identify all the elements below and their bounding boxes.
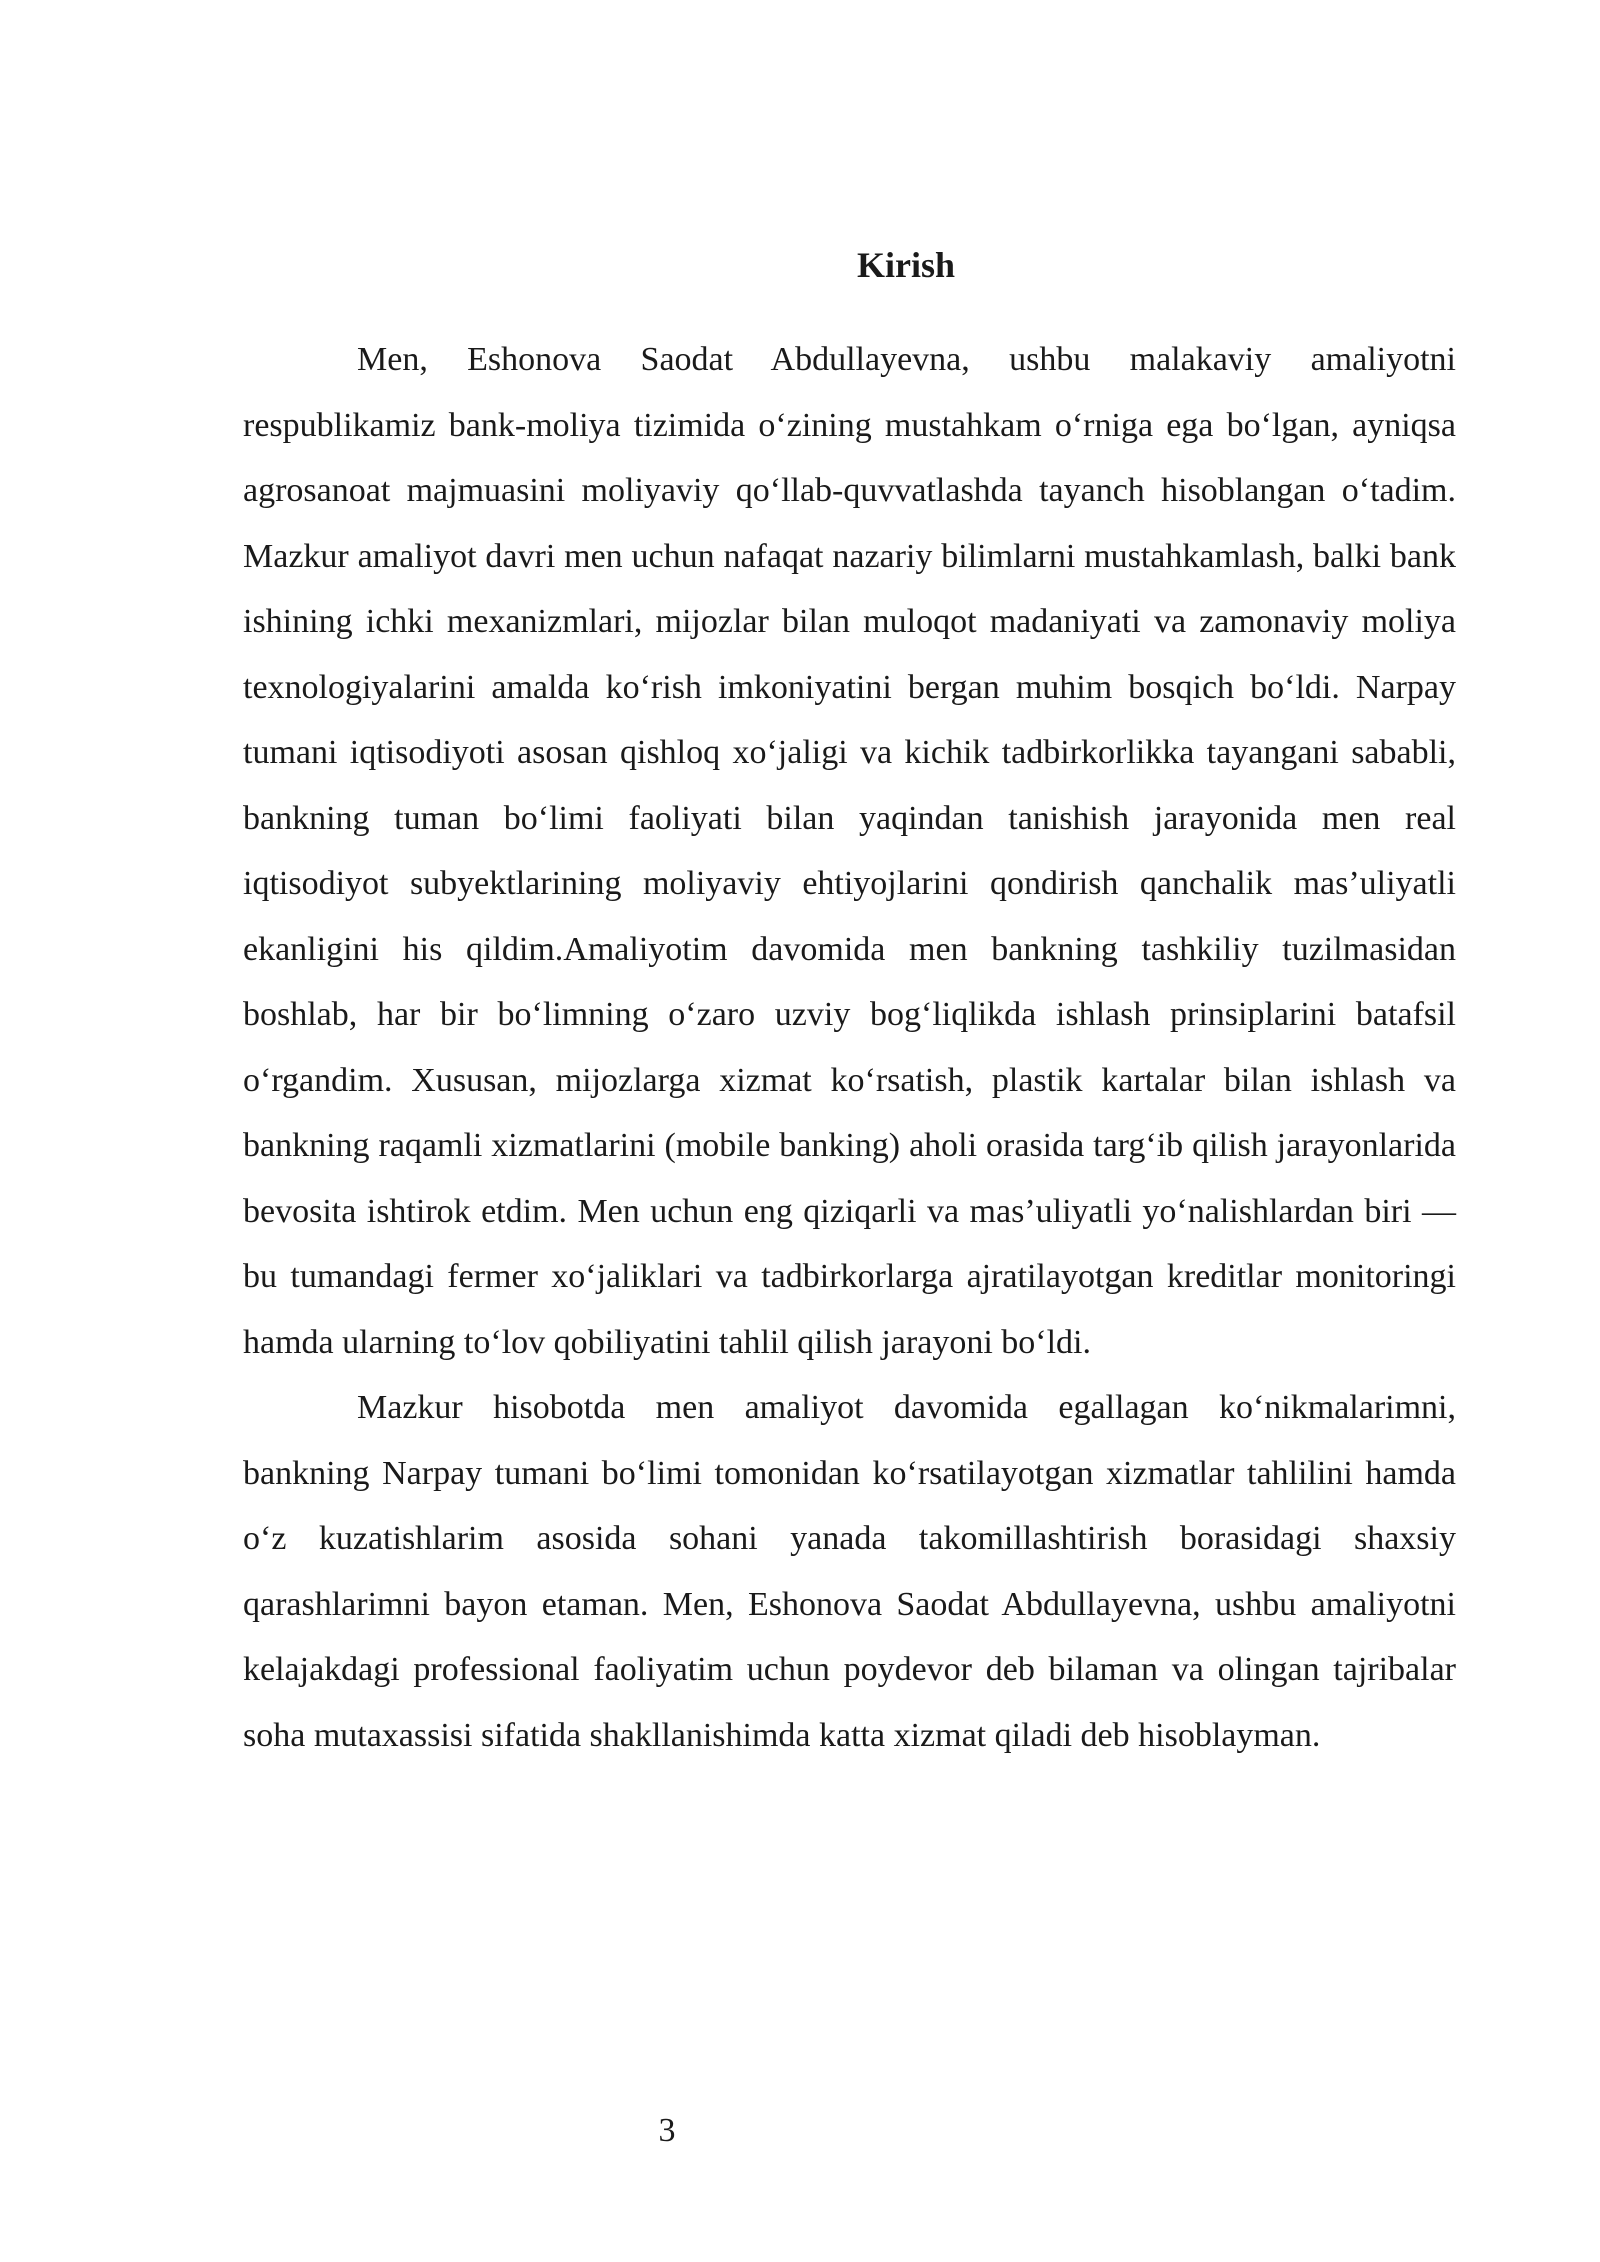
- page-title: Kirish: [856, 245, 955, 285]
- page-number: 3: [658, 2112, 676, 2149]
- paragraph-intro: Men, Eshonova Saodat Abdullayevna, ushbu malakaviy amaliyotni respublikamiz bank-moliya tizimida o‘zining mustahkam o‘rniga ega bo‘lgan, ayniqsa agrosanoat majmuasini moliyaviy qo‘llab-quvvatlashda tayanch hisoblangan o‘tadim. Mazkur amaliyot davri men uchun nafaqat nazariy bilimlarni mustahkamlash, balki bank ishining ichki mexanizmlari, mijozlar bilan muloqot madaniyati va zamonaviy moliya texnologiyalarini amalda ko‘rish imkoniyatini bergan muhim bosqich bo‘ldi. Narpay tumani iqtisodiyoti asosan qishloq xo‘jaligi va kichik tadbirkorlikka tayangani sababli, bankning tuman bo‘limi faoliyati bilan yaqindan tanishish jarayonida men real iqtisodiyot subyektlarining moliyaviy ehtiyojlarini qondirish qanchalik mas’uliyatli ekanligini his qildim.Amaliyotim davomida men bankning tashkiliy tuzilmasidan boshlab, har bir bo‘limning o‘zaro uzviy bog‘liqlikda ishlash prinsiplarini batafsil o‘rgandim. Xususan, mijozlarga xizmat ko‘rsatish, plastik kartalar bilan ishlash va bankning raqamli xizmatlarini (mobile banking) aholi orasida targ‘ib qilish jarayonlarida bevosita ishtirok etdim. Men uchun eng qiziqarli va mas’uliyatli yo‘nalishlardan biri — bu tumandagi fermer xo‘jaliklari va tadbirkorlarga ajratilayotgan kreditlar monitoringi hamda ularning to‘lov qobiliyatini tahlil qilish jarayoni bo‘ldi.: [243, 341, 1456, 1361]
- body-text: [243, 327, 1456, 1768]
- paragraph-summary: Mazkur hisobotda men amaliyot davomida egallagan ko‘nikmalarimni, bankning Narpay tumani bo‘limi tomonidan ko‘rsatilayotgan xizmatlar tahlilini hamda o‘z kuzatishlarim asosida sohani yanada takomillashtirish borasidagi shaxsiy qarashlarimni bayon etaman. Men, Eshonova Saodat Abdullayevna, ushbu amaliyotni kelajakdagi professional faoliyatim uchun poydevor deb bilaman va olingan tajribalar soha mutaxassisi sifatida shakllanishimda katta xizmat qiladi deb hisoblayman.: [243, 1389, 1456, 1754]
